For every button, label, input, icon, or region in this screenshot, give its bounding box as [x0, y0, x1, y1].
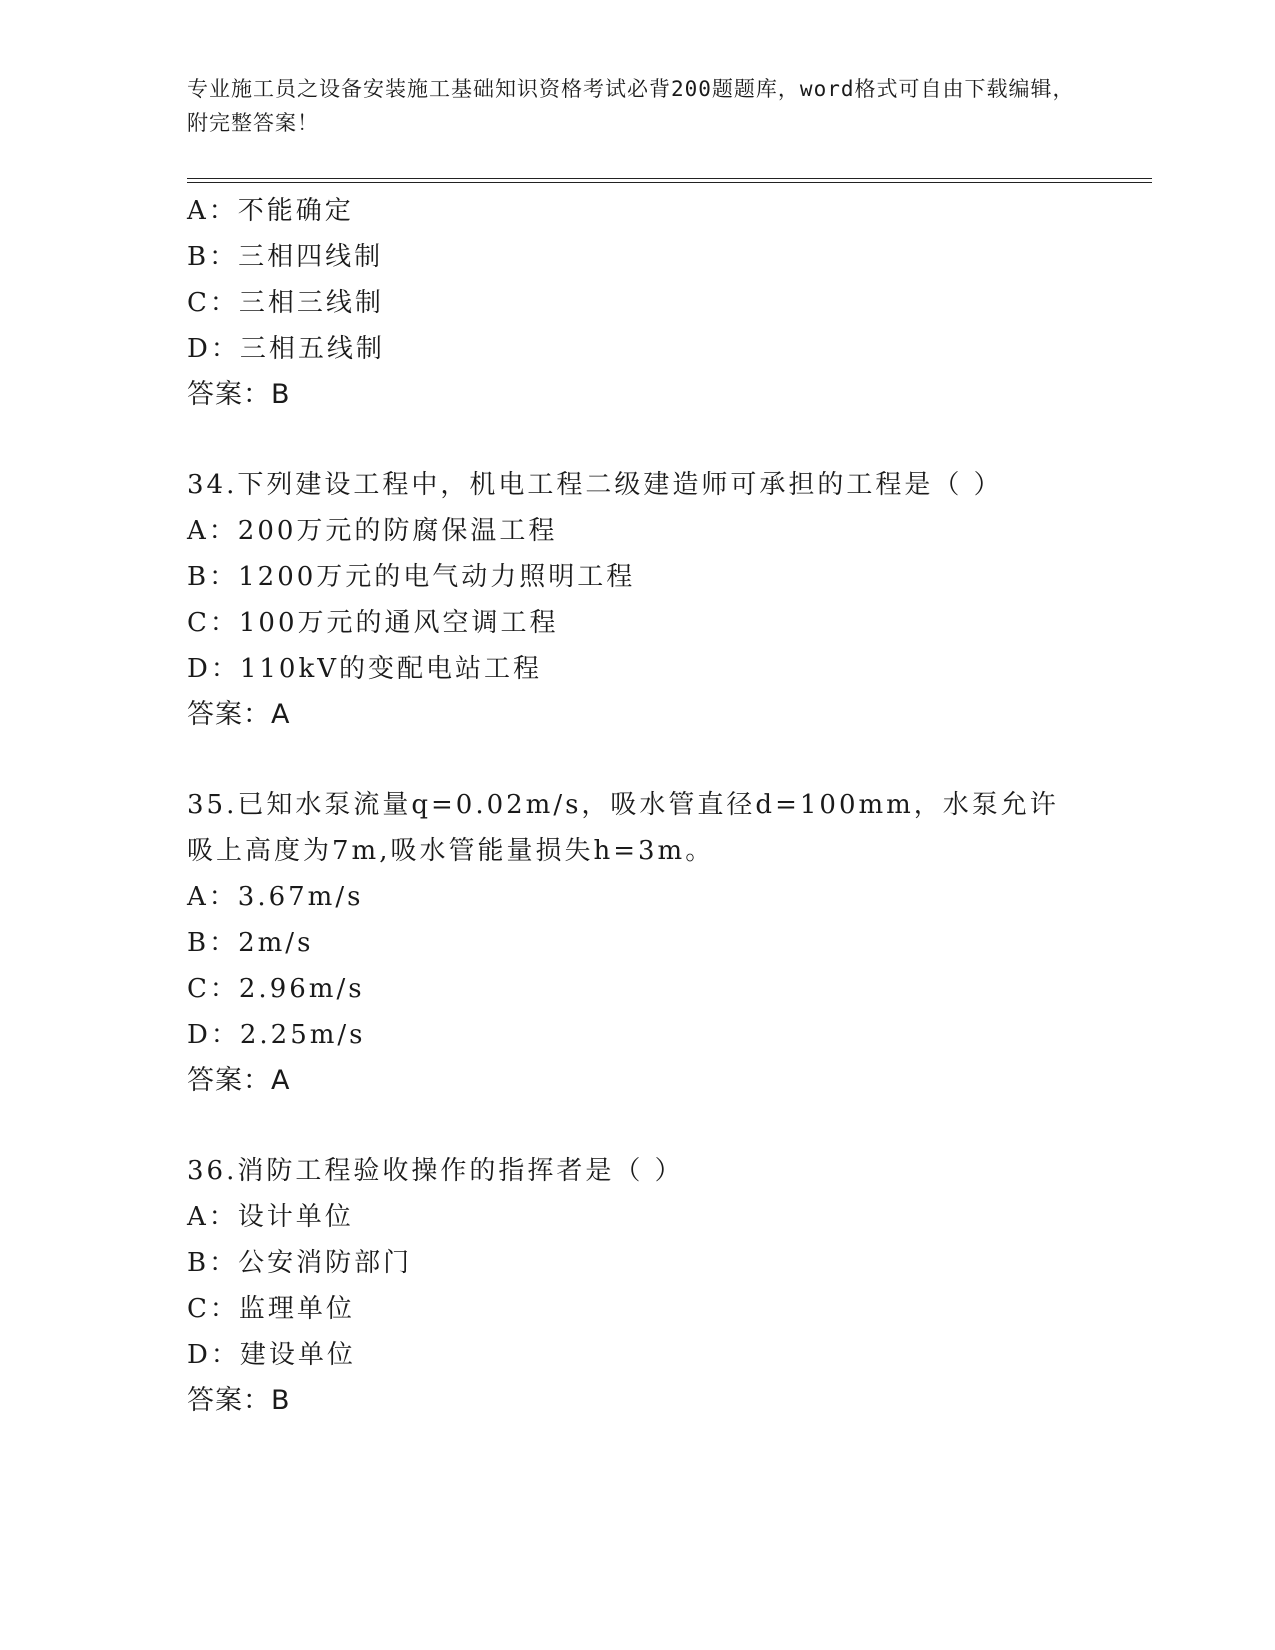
header-divider-bottom: [187, 182, 1152, 183]
answer-line: [187, 692, 1147, 738]
answer-value: A: [271, 1065, 291, 1096]
answer-label: 答案：: [187, 1385, 271, 1416]
answer-line: [187, 372, 1147, 418]
option-b: B：1200万元的电气动力照明工程: [187, 562, 636, 592]
header-divider-top: [187, 178, 1152, 179]
option-a: A：不能确定: [187, 196, 354, 226]
option-b: B：2m/s: [187, 928, 314, 958]
question-text: 36.消防工程验收操作的指挥者是（ ）: [187, 1156, 684, 1186]
option-d: D：建设单位: [187, 1340, 356, 1370]
document-header: 专业施工员之设备安装施工基础知识资格考试必背200题题库，word格式可自由下载编辑，附完整答案！: [187, 77, 1075, 135]
answer-line: [187, 1058, 1147, 1104]
option-d: D：2.25m/s: [187, 1020, 366, 1050]
option-a: A：200万元的防腐保温工程: [187, 516, 558, 546]
option-c: C：监理单位: [187, 1294, 355, 1324]
option-d: D：三相五线制: [187, 334, 385, 364]
option-c: C：2.96m/s: [187, 974, 365, 1004]
answer-label: 答案：: [187, 1065, 271, 1096]
question-text: 35.已知水泵流量q=0.02m/s，吸水管直径d=100mm，水泵允许吸上高度为7m,吸水管能量损失h=3m。: [187, 790, 1059, 866]
question-35: [187, 782, 1147, 1104]
document-content: [187, 188, 1147, 1424]
answer-value: A: [271, 699, 291, 730]
option-a: A：设计单位: [187, 1202, 354, 1232]
question-33-continued: [187, 188, 1147, 418]
answer-line: [187, 1378, 1147, 1424]
option-b: B：公安消防部门: [187, 1248, 413, 1278]
option-a: A：3.67m/s: [187, 882, 364, 912]
answer-label: 答案：: [187, 699, 271, 730]
question-36: [187, 1148, 1147, 1424]
question-34: [187, 462, 1147, 738]
answer-value: B: [271, 379, 291, 410]
option-d: D：110kV的变配电站工程: [187, 654, 543, 684]
option-c: C：三相三线制: [187, 288, 384, 318]
option-b: B：三相四线制: [187, 242, 384, 272]
answer-value: B: [271, 1385, 291, 1416]
option-c: C：100万元的通风空调工程: [187, 608, 559, 638]
answer-label: 答案：: [187, 379, 271, 410]
question-text: 34.下列建设工程中，机电工程二级建造师可承担的工程是（ ）: [187, 470, 1003, 500]
